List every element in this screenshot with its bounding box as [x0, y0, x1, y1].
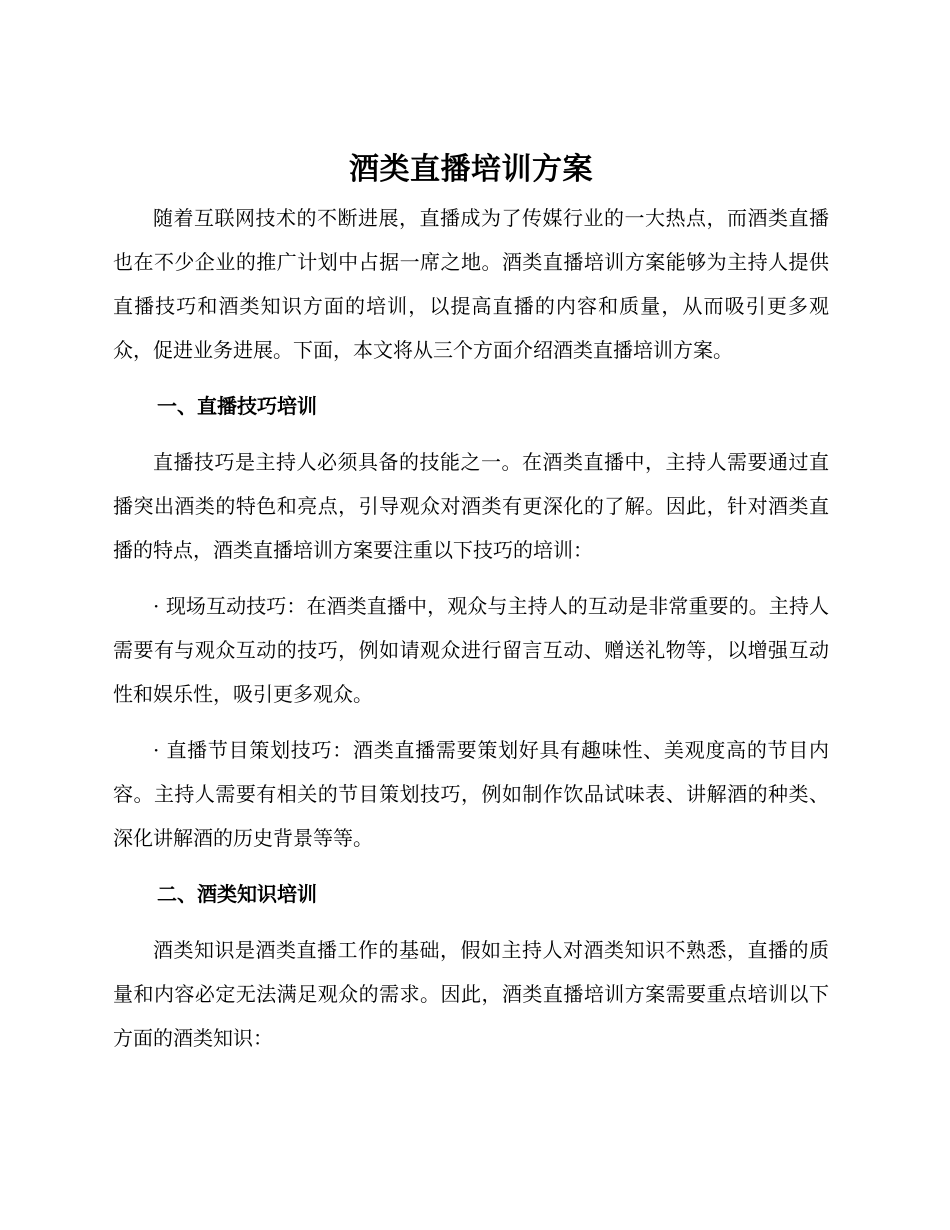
section1-paragraph: 直播技巧是主持人必须具备的技能之一。在酒类直播中，主持人需要通过直播突出酒类的特色和亮点，引导观众对酒类有更深化的了解。因此，针对酒类直播的特点，酒类直播培训方案要注重以下技巧的培训： [113, 450, 829, 562]
document-title: 酒类直播培训方案 [349, 152, 593, 187]
section-heading-wine-knowledge: 二、酒类知识培训 [157, 882, 317, 906]
section2-paragraph: 酒类知识是酒类直播工作的基础，假如主持人对酒类知识不熟悉，直播的质量和内容必定无法满足观众的需求。因此，酒类直播培训方案需要重点培训以下方面的酒类知识： [113, 938, 829, 1050]
document-page [113, 148, 829, 1060]
bullet-program-planning: · 直播节目策划技巧：酒类直播需要策划好具有趣味性、美观度高的节目内容。主持人需要有相关的节目策划技巧，例如制作饮品试味表、讲解酒的种类、深化讲解酒的历史背景等等。 [113, 738, 829, 850]
section-heading-live-skills: 一、直播技巧培训 [157, 394, 317, 418]
intro-paragraph: 随着互联网技术的不断进展，直播成为了传媒行业的一大热点，而酒类直播也在不少企业的推广计划中占据一席之地。酒类直播培训方案能够为主持人提供直播技巧和酒类知识方面的培训，以提高直播的内容和质量，从而吸引更多观众，促进业务进展。下面，本文将从三个方面介绍酒类直播培训方案。 [113, 206, 829, 362]
bullet-interaction-skills: · 现场互动技巧：在酒类直播中，观众与主持人的互动是非常重要的。主持人需要有与观众互动的技巧，例如请观众进行留言互动、赠送礼物等，以增强互动性和娱乐性，吸引更多观众。 [113, 594, 829, 706]
